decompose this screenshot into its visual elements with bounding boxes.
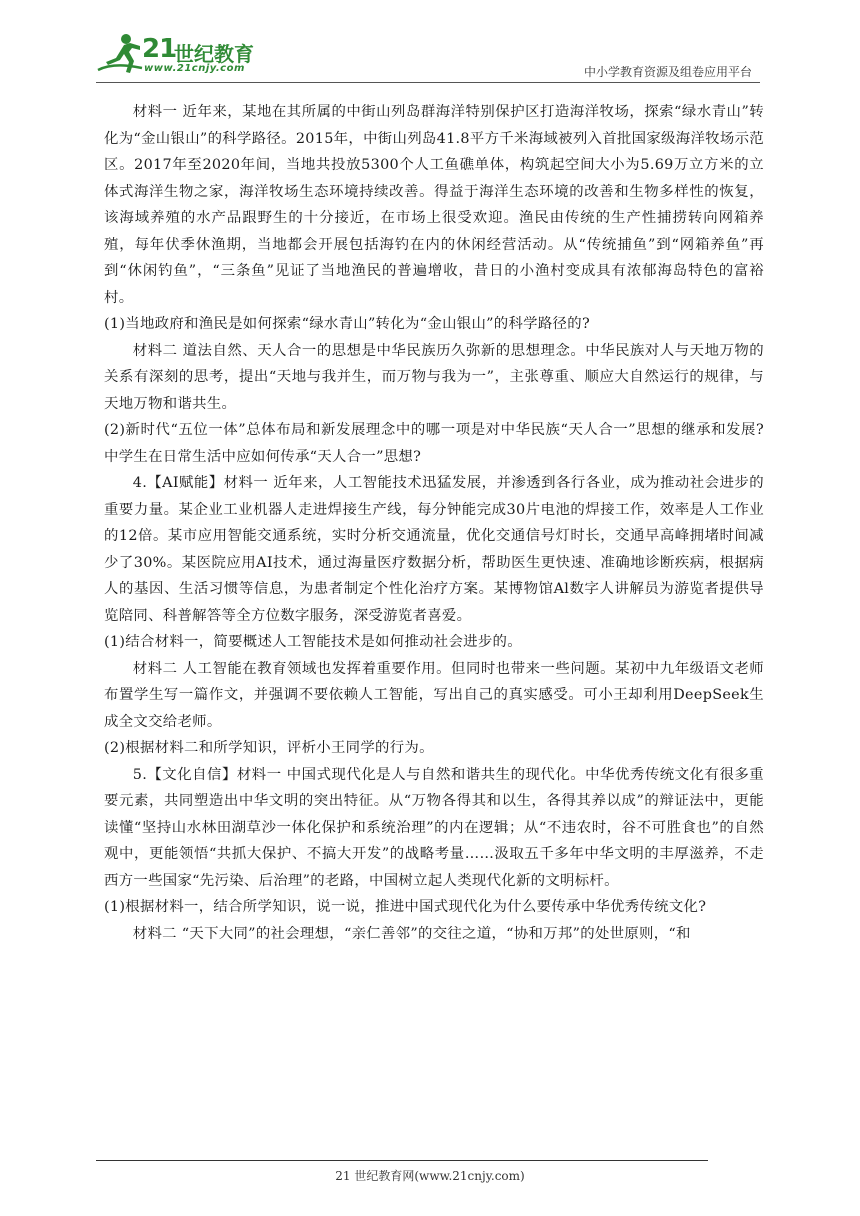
page-header	[96, 30, 760, 83]
material-paragraph: 4.【AI赋能】材料一 近年来，人工智能技术迅猛发展，并渗透到各行各业，成为推动社会进步的重要力量。某企业工业机器人走进焊接生产线，每分钟能完成30片电池的焊接工作，效率是人工作业的12倍。某市应用智能交通系统，实时分析交通流量，优化交通信号灯时长，交通早高峰拥堵时间减少了30%。某医院应用AI技术，通过海量医疗数据分析，帮助医生更快速、准确地诊断疾病，根据病人的基因、生活习惯等信息，为患者制定个性化治疗方案。某博物馆Al数字人讲解员为游览者提供导览陪同、科普解答等全方位数字服务，深受游览者喜爱。	[104, 475, 764, 624]
question-paragraph: (1)根据材料一，结合所学知识，说一说，推进中国式现代化为什么要传承中华优秀传统文化?	[104, 899, 707, 915]
material-paragraph: 5.【文化自信】材料一 中国式现代化是人与自然和谐共生的现代化。中华优秀传统文化有很多重要元素，共同塑造出中华文明的突出特征。从“万物各得其和以生，各得其养以成”的辩证法中，更能读懂“坚持山水林田湖草沙一体化保护和系统治理”的内在逻辑；从“不违农时，谷不可胜食也”的自然观中，更能领悟“共抓大保护、不搞大开发”的战略考量……汲取五千多年中华文明的丰厚滋养，不走西方一些国家“先污染、后治理”的老路，中国树立起人类现代化新的文明标杆。	[104, 766, 764, 889]
material-paragraph: 材料二 人工智能在教育领域也发挥着重要作用。但同时也带来一些问题。某初中九年级语文老师布置学生写一篇作文，并强调不要依赖人工智能，写出自己的真实感受。可小王却利用DeepSeek生成全文交给老师。	[104, 660, 764, 730]
question-paragraph: (2)新时代“五位一体”总体布局和新发展理念中的哪一项是对中华民族“天人合一”思想的继承和发展?中学生在日常生活中应如何传承“天人合一”思想?	[104, 422, 764, 465]
footer-divider	[96, 1160, 708, 1161]
site-logo	[96, 30, 266, 78]
platform-name: 中小学教育资源及组卷应用平台	[583, 65, 752, 79]
material-paragraph: 材料二 道法自然、天人合一的思想是中华民族历久弥新的思想理念。中华民族对人与天地万物的关系有深刻的思考，提出“天地与我并生，而万物与我为一”，主张尊重、顺应大自然运行的规律，与天地万物和谐共生。	[104, 342, 764, 412]
material-paragraph: 材料二 “天下大同”的社会理想，“亲仁善邻”的交往之道，“协和万邦”的处世原则，“和	[132, 925, 691, 942]
logo-url: www.21cnjy.com	[144, 63, 245, 74]
material-paragraph: 材料一 近年来，某地在其所属的中街山列岛群海洋特别保护区打造海洋牧场，探索“绿水青山”转化为“金山银山”的科学路径。2015年，中街山列岛41.8平方千米海域被列入首批国家级海洋牧场示范区。2017年至2020年间，当地共投放5300个人工鱼礁单体，构筑起空间大小为5.69万立方米的立体式海洋生物之家，海洋牧场生态环境持续改善。得益于海洋生态环境的改善和生物多样性的恢复，该海域养殖的水产品跟野生的十分接近，在市场上很受欢迎。渔民由传统的生产性捕捞转向网箱养殖，每年伏季休渔期，当地都会开展包括海钓在内的休闲经营活动。从“传统捕鱼”到“网箱养鱼”再到“休闲钓鱼”，“三条鱼”见证了当地渔民的普遍增收，昔日的小渔村变成具有浓郁海岛特色的富裕村。	[104, 104, 764, 306]
question-paragraph: (1)当地政府和渔民是如何探索“绿水青山”转化为“金山银山”的科学路径的?	[104, 316, 590, 332]
logo-text: 世纪教育	[174, 42, 254, 66]
logo-number: 21	[142, 34, 177, 64]
question-paragraph: (2)根据材料二和所学知识，评析小王同学的行为。	[104, 740, 434, 756]
runner-logo-icon	[96, 32, 144, 76]
document-body	[104, 99, 764, 947]
question-paragraph: (1)结合材料一，简要概述人工智能技术是如何推动社会进步的。	[104, 634, 522, 650]
page-footer: 21 世纪教育网(www.21cnjy.com)	[335, 1169, 525, 1183]
